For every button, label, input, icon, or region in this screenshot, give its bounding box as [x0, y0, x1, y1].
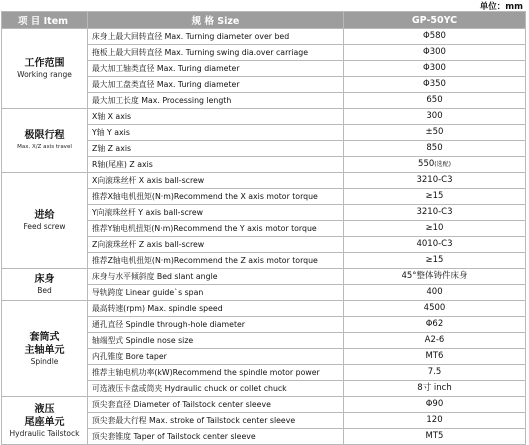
spec-name: 顶尖套最大行程 Max. stroke of Tailstock center sleeve: [88, 413, 344, 429]
spec-value-text: Φ300: [423, 63, 446, 73]
spec-value: [344, 93, 526, 109]
spec-value-text: 400: [426, 287, 443, 297]
group-cn-label: 工作范围: [24, 58, 65, 69]
group-label: [2, 397, 88, 445]
spec-value: [344, 301, 526, 317]
spec-value: [344, 349, 526, 365]
spec-value: [344, 125, 526, 141]
table-row: [2, 269, 526, 285]
group-cn-label: 床身: [34, 274, 55, 285]
spec-value: [344, 429, 526, 445]
header-item: 项 目 Item: [2, 12, 88, 29]
spec-name: Z轴 Z axis: [88, 141, 344, 157]
table-header-row: [2, 12, 526, 29]
spec-name: 最高转速(rpm) Max. spindle speed: [88, 301, 344, 317]
spec-value: [344, 109, 526, 125]
spec-value: [344, 269, 526, 285]
spec-value: [344, 173, 526, 189]
spec-value-text: 4010-C3: [416, 239, 453, 249]
group-cn-label: 液压: [34, 403, 55, 415]
spec-name: 顶尖套直径 Diameter of Tailstock center sleeve: [88, 397, 344, 413]
spec-value: [344, 381, 526, 397]
spec-value: [344, 45, 526, 61]
spec-value: [344, 253, 526, 269]
group-en-label: Hydraulic Tailstock: [9, 428, 80, 438]
spec-value-text: 3210-C3: [416, 207, 453, 217]
spec-name: 推荐Y轴电机扭矩(N·m)Recommend the Y axis motor torque: [88, 221, 344, 237]
spec-value: [344, 221, 526, 237]
spec-value: [344, 77, 526, 93]
spec-value-text: Φ90: [425, 399, 444, 409]
spec-value-text: ±50: [425, 127, 444, 137]
spec-name: 床身上最大回转直径 Max. Turning diameter over bed: [88, 29, 344, 45]
spec-name: 最大加工盘类直径 Max. Turing diameter: [88, 77, 344, 93]
spec-value-note: (选配): [434, 161, 451, 168]
spec-value: [344, 189, 526, 205]
group-label: [2, 269, 88, 301]
spec-value-text: 300: [426, 111, 443, 121]
spec-name: 拖板上最大回转直径 Max. Turning swing dia.over carriage: [88, 45, 344, 61]
header-size: 规 格 Size: [88, 12, 344, 29]
spec-value: [344, 141, 526, 157]
spec-name: Z向滚珠丝杆 Z axis ball-screw: [88, 237, 344, 253]
group-cn-label: 进给: [34, 210, 55, 221]
group-en-label: Feed screw: [23, 222, 66, 231]
spec-value: [344, 397, 526, 413]
spec-value: [344, 285, 526, 301]
group-en-label: Max. X/Z axis travel: [17, 144, 72, 150]
group-cn-label: 套筒式: [29, 331, 60, 343]
group-label: [2, 29, 88, 109]
table-row: [2, 173, 526, 189]
spec-name: 导轨跨度 Linear guide`s span: [88, 285, 344, 301]
table-row: [2, 301, 526, 317]
spec-name: 推荐X轴电机扭矩(N·m)Recommend the X axis motor torque: [88, 189, 344, 205]
spec-name: 床身与水平倾斜度 Bed slant angle: [88, 269, 344, 285]
spec-value-text: ≥15: [425, 191, 444, 201]
spec-value-text: 850: [426, 143, 443, 153]
group-label: [2, 109, 88, 173]
spec-name: X轴 X axis: [88, 109, 344, 125]
spec-name: 内孔锥度 Bore taper: [88, 349, 344, 365]
spec-name: 推荐主轴电机功率(kW)Recommend the spindle motor power: [88, 365, 344, 381]
spec-value: [344, 205, 526, 221]
spec-name: X向滚珠丝杆 X axis ball-screw: [88, 173, 344, 189]
spec-value-text: 120: [426, 415, 443, 425]
spec-name: 轴端型式 Spindle nose size: [88, 333, 344, 349]
spec-name: Y向滚珠丝杆 Y axis ball-screw: [88, 205, 344, 221]
spec-value-text: Φ300: [423, 47, 446, 57]
group-cn-label-line2: 主轴单元: [24, 344, 65, 356]
spec-value-text: MT6: [425, 351, 444, 361]
spec-value-text: 4500: [423, 303, 446, 313]
group-cn-label-line2: 尾座单元: [24, 416, 65, 428]
spec-value-text: 650: [426, 95, 443, 105]
spec-value-text: 45°整体铸件床身: [401, 271, 468, 281]
spec-name: 顶尖套锥度 Taper of Tailstock center sleeve: [88, 429, 344, 445]
spec-value: [344, 333, 526, 349]
table-row: [2, 29, 526, 45]
spec-name: 最大加工长度 Max. Processing length: [88, 93, 344, 109]
spec-value-text: 3210-C3: [416, 175, 453, 185]
spec-value: [344, 61, 526, 77]
spec-name: 推荐Z轴电机扭矩(N·m)Recommend the Z axis motor torque: [88, 253, 344, 269]
group-cn-label: 极限行程: [24, 130, 65, 141]
spec-value-text: Φ350: [423, 79, 446, 89]
spec-value-text: 550: [418, 159, 435, 169]
spec-value-text: A2-6: [424, 335, 445, 345]
spec-value-text: 8寸 inch: [417, 383, 452, 393]
spec-name: 可选液压卡盘或筒夹 Hydraulic chuck or collet chuck: [88, 381, 344, 397]
spec-name: 最大加工轴类直径 Max. Turing diameter: [88, 61, 344, 77]
spec-value: [344, 317, 526, 333]
group-label: [2, 301, 88, 397]
spec-value-text: Φ62: [425, 319, 444, 329]
group-label: [2, 173, 88, 269]
spec-value: [344, 237, 526, 253]
table-row: [2, 109, 526, 125]
spec-table: [1, 11, 526, 445]
spec-value: [344, 157, 526, 173]
spec-name: 通孔直径 Spindle through-hole diameter: [88, 317, 344, 333]
spec-value: [344, 365, 526, 381]
group-en-label: Spindle: [30, 356, 59, 366]
spec-name: R轴(尾座) Z axis: [88, 157, 344, 173]
spec-value-text: 7.5: [427, 367, 442, 377]
spec-value-text: ≥10: [425, 223, 444, 233]
spec-name: Y轴 Y axis: [88, 125, 344, 141]
spec-value-text: Φ580: [423, 31, 446, 41]
spec-value: [344, 29, 526, 45]
unit-label: 单位：mm: [479, 2, 523, 12]
spec-value-text: ≥15: [425, 255, 444, 265]
group-en-label: Bed: [37, 286, 52, 295]
group-en-label: Working range: [17, 70, 72, 79]
spec-value-text: MT5: [425, 431, 444, 441]
header-model: GP-50YC: [344, 12, 526, 29]
table-row: [2, 397, 526, 413]
spec-table-body: [2, 29, 526, 445]
spec-value: [344, 413, 526, 429]
